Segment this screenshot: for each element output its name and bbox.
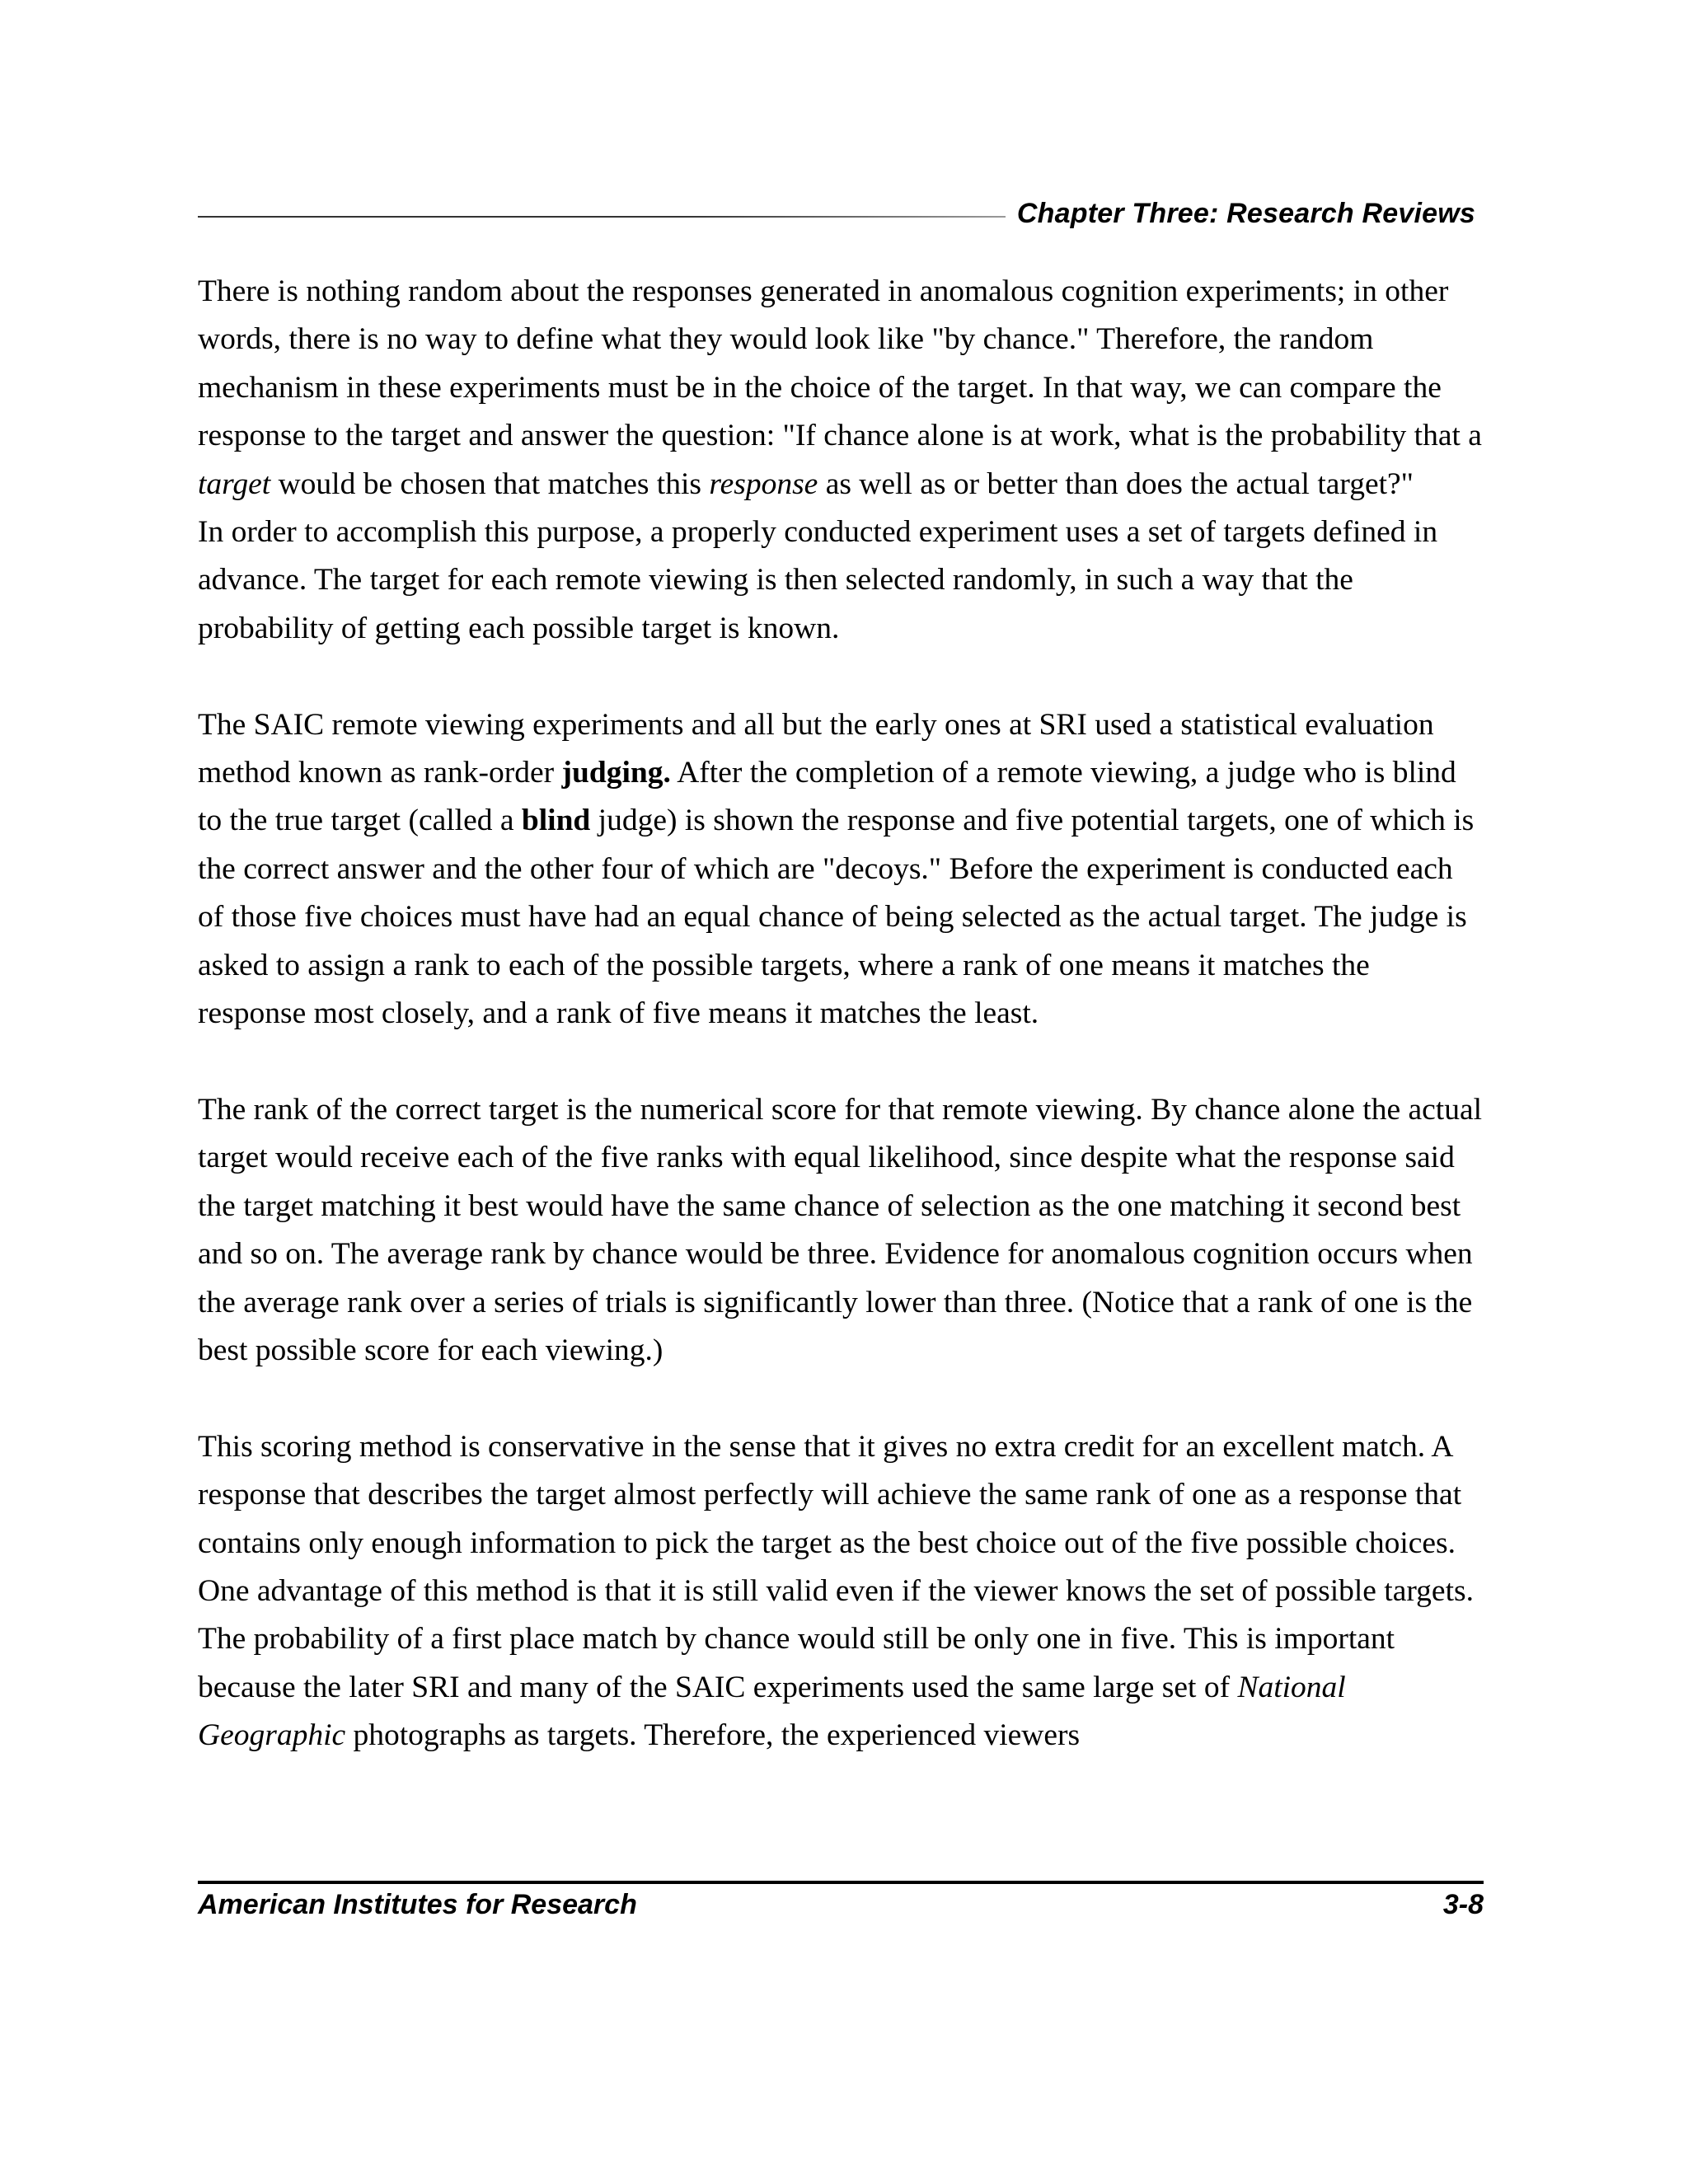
emphasis-target: target bbox=[198, 466, 271, 501]
paragraph-numerical-score: The rank of the correct target is the numerical score for that remote viewing. By chance alone the actual target would receive each of the five ranks with equal likelihood, since despite what the response said the target matching it best would have the same chance of selection as the one matching it second best and so on. The average rank by chance would be three. Evidence for anomalous cognition occurs when the average rank over a series of trials is significantly lower than three. (Notice that a rank of one is the best possible score for each viewing.) bbox=[198, 1092, 1483, 1367]
paragraph-random-mechanism bbox=[198, 268, 1484, 509]
text-run: There is nothing random about the responses generated in anomalous cognition experiments; in other words, there is no way to define what they would look like "by chance." Therefore, the random mechanism in these experiments must be in the choice of the target. In that way, we can compare the response to the target and answer the question: "If chance alone is at work, what is the probability that a bbox=[198, 274, 1482, 453]
paragraph-target-set: In order to accomplish this purpose, a properly conducted experiment uses a set of targets defined in advance. The target for each remote viewing is then selected randomly, in such a way that the probability of getting each possible target is known. bbox=[198, 515, 1438, 645]
paragraph-rank-order-judging bbox=[198, 701, 1484, 1038]
text-run: judge) is shown the response and five potential targets, one of which is the correct answer and the other four of which are "decoys." Before the experiment is conducted each of those five choices must have had an equal chance of being selected as the actual target. The judge is asked to assign a rank to each of the possible targets, where a rank of one means it matches the response most closely, and a rank of five means it matches the least. bbox=[198, 804, 1475, 1031]
footer-rule bbox=[198, 1881, 1484, 1884]
page-number: 3-8 bbox=[1442, 1889, 1484, 1920]
header-rule bbox=[198, 216, 1006, 218]
text-run: After the completion of a remote viewing, a judge who is blind to the true target (called a bbox=[198, 756, 1456, 838]
chapter-title: Chapter Three: Research Reviews bbox=[1016, 198, 1475, 229]
bold-judging: judging. bbox=[561, 756, 671, 790]
body-text bbox=[198, 268, 1484, 1760]
text-run: photographs as targets. Therefore, the experienced viewers bbox=[345, 1718, 1081, 1753]
bold-blind: blind bbox=[521, 804, 591, 838]
text-run: The SAIC remote viewing experiments and all but the early ones at SRI used a statistical evaluation method known as rank-order bbox=[198, 707, 1434, 790]
paragraph-conservative-scoring bbox=[198, 1423, 1484, 1760]
text-run: would be chosen that matches this bbox=[270, 466, 710, 501]
text-run: This scoring method is conservative in the sense that it gives no extra credit for an excellent match. A response that describes the target almost perfectly will achieve the same rank of one as a response that contains only enough information to pick the target as the best choice out of the five possible choices. One advantage of this method is that it is still valid even if the viewer knows the set of possible targets. The probability of a first place match by chance would still be only one in five. This is important because the later SRI and many of the SAIC experiments used the same large set of bbox=[198, 1429, 1474, 1704]
footer-organization: American Institutes for Research bbox=[198, 1889, 637, 1920]
emphasis-response: response bbox=[709, 466, 818, 501]
text-run: as well as or better than does the actual target?" bbox=[818, 466, 1414, 501]
emphasis-national-geographic: National Geographic bbox=[198, 1670, 1346, 1753]
